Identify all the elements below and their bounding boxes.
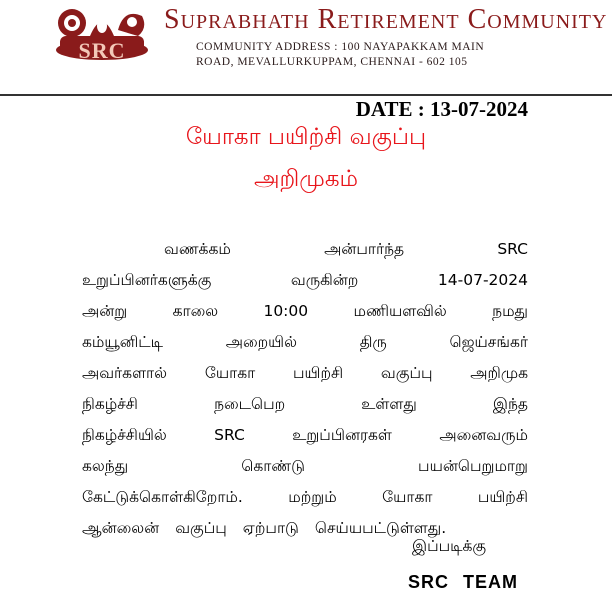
notice-body [82, 234, 528, 544]
body-word: பயன்பெறுமாறு [418, 457, 528, 475]
body-word: 14-07-2024 [437, 271, 528, 289]
body-word: யோகா [204, 364, 256, 382]
body-word: நிகழ்ச்சியில் [82, 426, 167, 444]
body-word: ஆன்லைன் [82, 519, 160, 537]
body-word: உறுப்பினர்களுக்கு [82, 271, 212, 289]
body-line [82, 451, 528, 482]
body-word: அவர்களால் [82, 364, 168, 382]
body-word: செய்யபட்டுள்ளது. [314, 519, 447, 537]
body-line [82, 327, 528, 358]
signature-team: SRC TEAM [408, 572, 518, 592]
body-word: நமது [492, 302, 528, 320]
body-line [82, 358, 528, 389]
organization-name: Suprabhath Retirement Community [164, 4, 608, 35]
body-line [82, 265, 528, 296]
sign-off: இப்படிக்கு [412, 537, 487, 555]
notice-date: DATE : 13-07-2024 [355, 97, 528, 121]
body-word: வருகின்ற [290, 271, 359, 289]
body-word: திரு [359, 333, 387, 351]
body-word: 10:00 [263, 302, 309, 320]
address-line-2: ROAD, MEVALLURKUPPAM, CHENNAI - 602 105 [196, 56, 468, 68]
header-divider [0, 94, 612, 96]
body-word: ஜெய்சங்கர் [449, 333, 528, 351]
body-word: பயிற்சி [293, 364, 344, 382]
body-word: வகுப்பு [380, 364, 433, 382]
body-word: காலை [172, 302, 219, 320]
body-word: கம்யூனிட்டி [82, 333, 163, 351]
letterhead [0, 0, 612, 96]
body-word: அறையில் [225, 333, 297, 351]
body-word: SRC [497, 240, 528, 258]
body-word: யோகா [382, 488, 433, 506]
body-word: அன்பார்ந்த [324, 240, 405, 258]
body-word: கொண்டு [241, 457, 305, 475]
notice-subtitle: அறிமுகம் [253, 166, 359, 192]
body-line [82, 234, 528, 265]
body-word: வணக்கம் [164, 240, 231, 258]
body-word: கலந்து [82, 457, 129, 475]
body-line [82, 420, 528, 451]
body-word: இந்த [492, 395, 528, 413]
body-word: மணியளவில் [353, 302, 447, 320]
body-word: ஏற்பாடு [242, 519, 299, 537]
body-word: உள்ளது [361, 395, 417, 413]
body-line [82, 389, 528, 420]
body-word: கேட்டுக்கொள்கிறோம். [82, 488, 243, 506]
organization-address [196, 40, 536, 70]
body-word: SRC [214, 426, 245, 444]
body-word: நடைபெற [214, 395, 286, 413]
body-line [82, 296, 528, 327]
notice-title: யோகா பயிற்சி வகுப்பு [185, 124, 427, 150]
body-word: அறிமுக [470, 364, 528, 382]
body-word: வகுப்பு [175, 519, 227, 537]
body-line [82, 482, 528, 513]
body-word: அன்று [82, 302, 128, 320]
address-line-1: COMMUNITY ADDRESS : 100 NAYAPAKKAM MAIN [196, 41, 485, 53]
body-word: அனைவரும் [439, 426, 528, 444]
body-word: உறுப்பினரகள் [292, 426, 392, 444]
body-word: நிகழ்ச்சி [82, 395, 138, 413]
logo-text: SRC [78, 38, 126, 63]
body-word: மற்றும் [288, 488, 337, 506]
body-word: பயிற்சி [477, 488, 528, 506]
